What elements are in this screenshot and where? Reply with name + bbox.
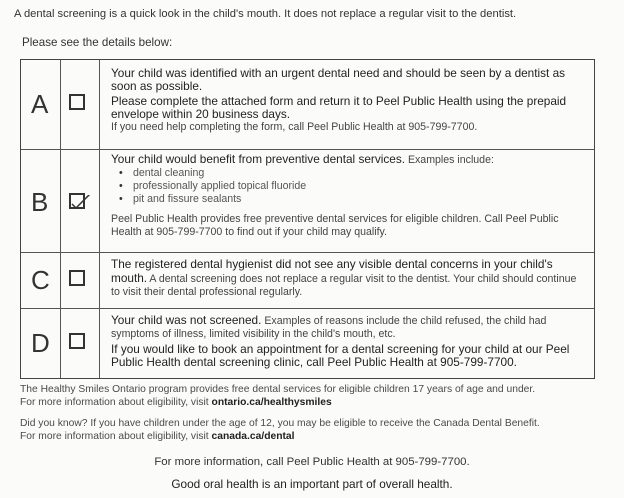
- row-d-text: [111, 314, 586, 369]
- list-item: • dental cleaning: [133, 167, 586, 180]
- checkbox-a[interactable]: [69, 94, 85, 110]
- list-item: • professionally applied topical fluoride: [133, 180, 586, 193]
- row-a-line-2: Please complete the attached form and return it to Peel Public Health using the prepaid envelope within 20 business days.: [111, 94, 567, 121]
- row-b-text: [111, 153, 586, 239]
- intro-text: A dental screening is a quick look in the child's mouth. It does not replace a regular visit to the dentist.: [14, 8, 517, 20]
- details-heading: Please see the details below:: [22, 36, 173, 49]
- healthy-smiles-line: The Healthy Smiles Ontario program provides free dental services for eligible children 17 years of age and under.: [20, 384, 536, 395]
- more-info-text: For more information, call Peel Public Health at 905-799-7700.: [154, 456, 470, 468]
- row-letter: A: [31, 89, 49, 119]
- row-d-tail: Examples of reasons include the child refused, the child had symptoms of illness, limited visibility in the child's mouth, etc.: [111, 315, 547, 340]
- row-d: [21, 308, 594, 378]
- closing-text: Good oral health is an important part of overall health.: [171, 477, 453, 491]
- row-d-extra: If you would like to book an appointment for a dental screening for your child at our Peel Public Health dental screening clinic, call Peel Public Health at 905-799-7700.: [111, 342, 570, 369]
- row-a-line-1: Your child was identified with an urgent dental need and should be seen by a dentist as soon as possible.: [111, 66, 566, 93]
- eligibility-prefix: For more information about eligibility, visit: [20, 396, 212, 408]
- examples-list: [111, 167, 586, 206]
- row-c-tail: A dental screening does not replace a regular visit to the dentist. Your child should continue to visit their dental professional regularly.: [111, 273, 577, 298]
- checkbox-d[interactable]: [69, 333, 85, 349]
- row-d-lead: Your child was not screened.: [111, 313, 262, 327]
- row-a: [21, 60, 594, 150]
- checkbox-c[interactable]: [69, 270, 85, 286]
- cdb-line: Did you know? If you have children under the age of 12, you may be eligible to receive the Canada Dental Benefit.: [20, 418, 540, 429]
- healthy-smiles-info: [20, 384, 535, 409]
- row-letter: B: [31, 187, 49, 217]
- row-letter: C: [31, 265, 50, 295]
- canada-dental-link[interactable]: canada.ca/dental: [211, 430, 295, 442]
- row-letter: D: [31, 328, 50, 358]
- row-b-lead: Your child would benefit from preventive dental services.: [111, 152, 405, 166]
- row-c-text: [111, 258, 586, 299]
- checkbox-b[interactable]: [69, 193, 85, 209]
- checkmark-icon: [71, 195, 93, 213]
- row-b-lead-tail: Examples include:: [405, 154, 494, 166]
- row-c: [21, 252, 594, 309]
- row-a-text: [111, 67, 586, 134]
- row-b-note: Peel Public Health provides free preventive dental services for eligible children. Call Peel Public Health at 905-799-7700 to find out if your child may qualify.: [111, 213, 559, 238]
- screening-results-table: [20, 59, 595, 379]
- row-b: [21, 149, 594, 253]
- healthy-smiles-link[interactable]: ontario.ca/healthysmiles: [211, 396, 332, 408]
- eligibility-prefix: For more information about eligibility, visit: [20, 430, 212, 442]
- row-a-line-3: If you need help completing the form, call Peel Public Health at 905-799-7700.: [111, 121, 478, 133]
- list-item: • pit and fissure sealants: [133, 193, 586, 206]
- canada-dental-benefit-info: [20, 418, 540, 443]
- row-c-lead: The registered dental hygienist did not see any visible dental concerns in your child's mouth.: [111, 257, 553, 285]
